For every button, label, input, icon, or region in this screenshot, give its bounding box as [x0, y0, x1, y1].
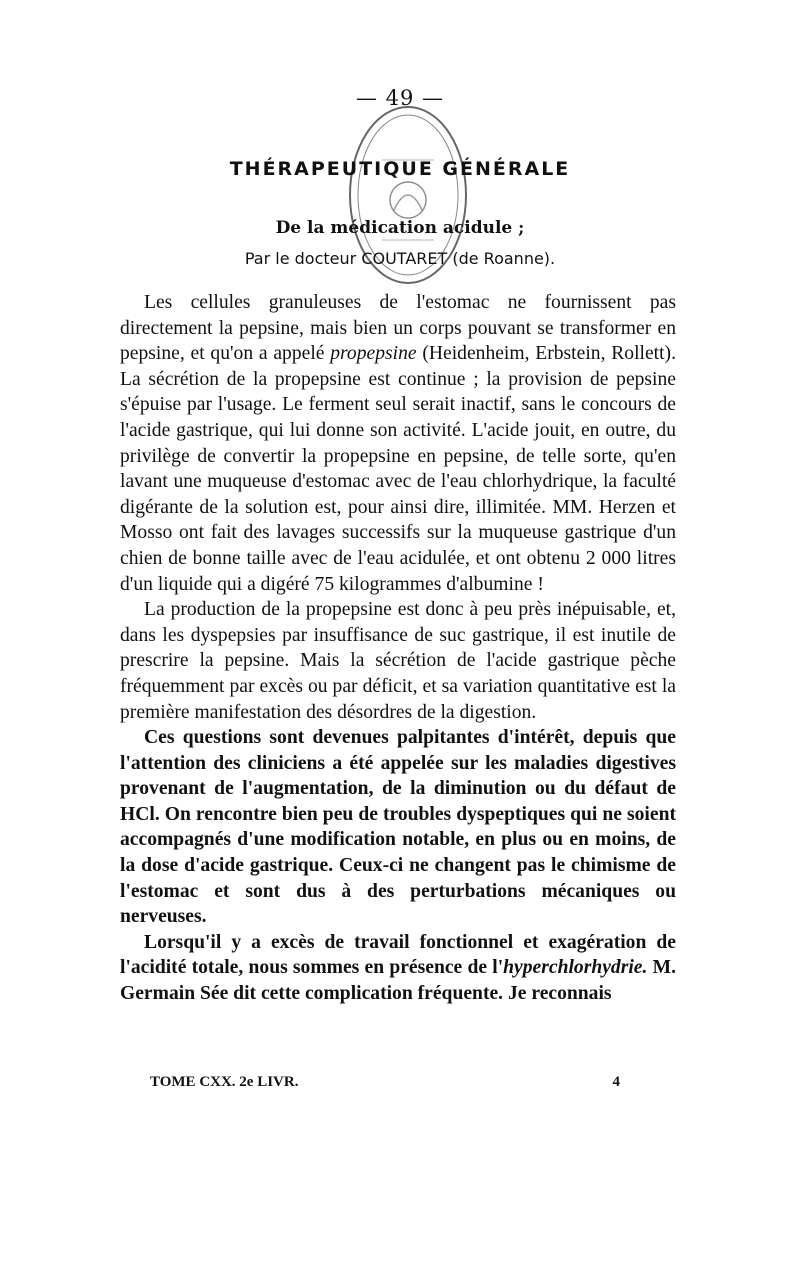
article-title: De la médication acidule ;: [275, 218, 525, 238]
volume-label: TOME CXX. 2e LIVR.: [150, 1074, 299, 1090]
paragraph-2: [120, 597, 676, 725]
byline: Par le docteur COUTARET (de Roanne).: [244, 249, 556, 268]
paragraph-3: [120, 725, 676, 930]
article-body: [120, 290, 676, 1007]
page-footer: [150, 1074, 620, 1091]
paragraph-4-emphasis: hyperchlorhydrie.: [503, 957, 648, 979]
paragraph-1: [120, 290, 676, 597]
paragraph-4: [120, 930, 676, 1007]
section-title: THÉRAPEUTIQUE GÉNÉRALE: [229, 158, 571, 180]
paragraph-1-emphasis: propepsine: [330, 343, 417, 365]
paragraph-2-text: La production de la propepsine est donc à peu près inépuisable, et, dans les dyspepsies par insuffisance de suc gastrique, il est inutile de prescrire la pepsine. Mais la sécrétion de l'acide gastrique pèche fréquemment par excès ou par déficit, et sa variation quantitative est la première manifestation des désordres de la digestion.: [120, 599, 676, 723]
paragraph-4-text-a: Lorsqu'il y a excès de travail fonctionnel et exagération de l'acidité totale, nous sommes en présence de l': [120, 931, 676, 979]
paragraph-3-text: Ces questions sont devenues palpitantes d'intérêt, depuis que l'attention des cliniciens a été appelée sur les maladies digestives provenant de l'augmentation, de la diminution ou du défaut de HCl. On rencontre bien peu de troubles dyspeptiques qui ne soient accompagnés d'une modification notable, en plus ou en moins, de la dose d'acide gastrique. Ceux-ci ne changent pas le chimisme de l'estomac et sont dus à des perturbations mécaniques ou nerveuses.: [120, 727, 676, 928]
paragraph-1-text-a: Les cellules granuleuses de l'estomac ne fournissent pas directement la pepsine, mais bien un corps pouvant se transformer en pepsine, et qu'on a appelé: [120, 292, 676, 365]
paragraph-4-text-b: M. Germain Sée dit cette complication fréquente. Je reconnais: [120, 957, 676, 1005]
signature-mark: 4: [612, 1074, 620, 1090]
page-number: — 49 —: [355, 86, 445, 110]
paragraph-1-text-b: (Heidenheim, Erbstein, Rollett). La sécrétion de la propepsine est continue ; la provision de pepsine s'épuise par l'usage. Le ferment seul serait inactif, sans le concours de l'acide gastrique, qui lui donne son activité. L'acide jouit, en outre, du privilège de convertir la propepsine en pepsine, de telle sorte, qu'en lavant une muqueuse d'estomac avec de l'eau chlorhydrique, la faculté digérante de la solution est, pour ainsi dire, illimitée. MM. Herzen et Mosso ont fait des lavages successifs sur la muqueuse gastrique d'un chien de bonne taille avec de l'eau acidulée, et ont obtenu 2 000 litres d'un liquide qui a digéré 75 kilogrammes d'albumine !: [120, 343, 676, 595]
